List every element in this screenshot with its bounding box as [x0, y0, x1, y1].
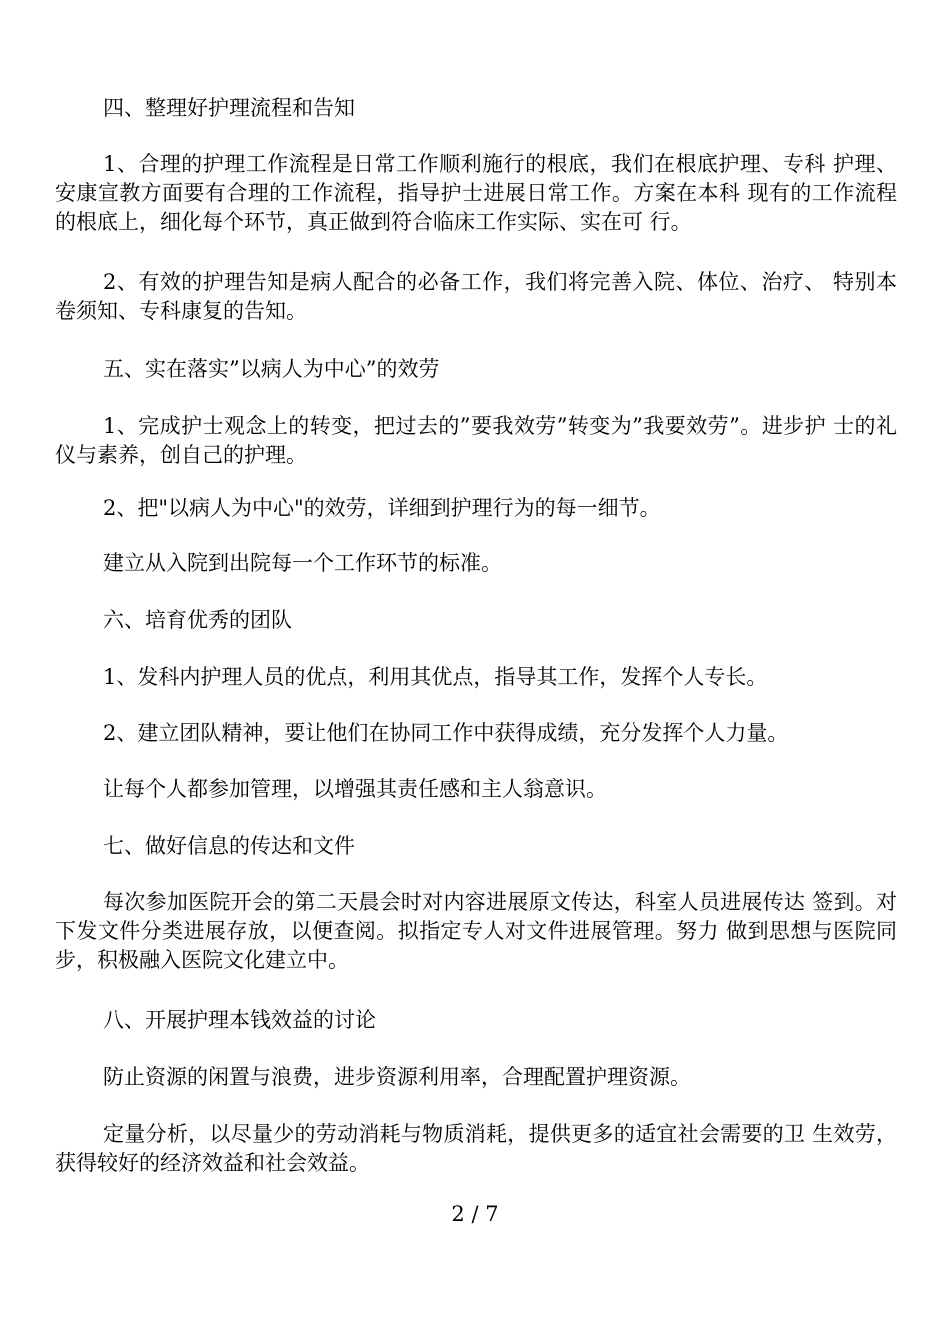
paragraph: 1、完成护士观念上的转变，把过去的”要我效劳”转变为”我要效劳”。进步护 士的礼仪与素养，创自己的护理。	[55, 414, 897, 467]
paragraph: 让每个人都参加管理，以增强其责任感和主人翁意识。	[103, 777, 607, 801]
section-heading-8: 八、开展护理本钱效益的讨论	[103, 1008, 376, 1032]
section-heading-6: 六、培育优秀的团队	[103, 608, 292, 632]
section-heading-7: 七、做好信息的传达和文件	[103, 834, 355, 858]
paragraph: 建立从入院到出院每一个工作环节的标准。	[103, 551, 502, 575]
paragraph: 防止资源的闲置与浪费，进步资源利用率，合理配置护理资源。	[103, 1065, 691, 1089]
section-heading-5: 五、实在落实”以病人为中心”的效劳	[103, 357, 440, 381]
section-heading-4: 四、整理好护理流程和告知	[103, 96, 355, 120]
page-number: 2 / 7	[451, 1202, 499, 1226]
paragraph: 1、发科内护理人员的优点，利用其优点，指导其工作，发挥个人专长。	[103, 665, 768, 689]
paragraph: 1、合理的护理工作流程是日常工作顺利施行的根底，我们在根底护理、专科 护理、安康宣教方面要有合理的工作流程，指导护士进展日常工作。方案在本科 现有的工作流程的根底上，细化每个环节，真正做到符合临床工作实际、实在可 行。	[55, 152, 897, 234]
paragraph: 定量分析，以尽量少的劳动消耗与物质消耗，提供更多的适宜社会需要的卫 生效劳，获得较好的经济效益和社会效益。	[55, 1122, 897, 1175]
paragraph: 2、建立团队精神，要让他们在协同工作中获得成绩，充分发挥个人力量。	[103, 721, 789, 745]
paragraph: 每次参加医院开会的第二天晨会时对内容进展原文传达，科室人员进展传达 签到。对下发文件分类进展存放，以便查阅。拟指定专人对文件进展管理。努力 做到思想与医院同步，积极融入医院文化建立中。	[55, 890, 897, 972]
paragraph: 2、有效的护理告知是病人配合的必备工作，我们将完善入院、体位、治疗、 特别本卷须知、专科康复的告知。	[55, 270, 897, 323]
paragraph: 2、把"以病人为中心"的效劳，详细到护理行为的每一细节。	[103, 496, 661, 520]
